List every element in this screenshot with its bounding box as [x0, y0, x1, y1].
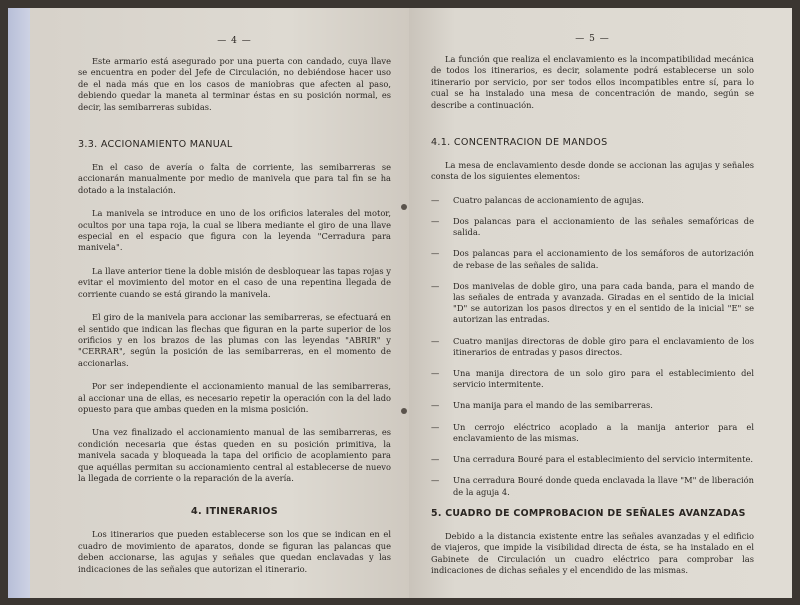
section-heading: 5. CUADRO DE COMPROBACION DE SEÑALES AVANZADAS	[431, 507, 746, 519]
paragraph: Una vez finalizado el accionamiento manual de las semibarreras, es condición necesaria que éstas queden en su posición primitiva, la manivela sacada y bloqueada la tapa del orificio de acoplamiento para que aquéllas permitan su accionamiento central al establecerse de nuevo la llegada de corriente o la reparación de la avería.	[78, 427, 391, 483]
intro-paragraph: Este armario está asegurado por una puerta con candado, cuya llave se encuentra en poder del Jefe de Circulación, no debiéndose hacer uso de el nada más que en los casos de maniobras que afecten al paso, debiendo quedar la maneta al terminar éstas en su posición normal, es decir, las semibarreras subidas.	[78, 56, 391, 112]
paragraph: La mesa de enclavamiento desde donde se accionan las agujas y señales consta de los siguientes elementos:	[431, 160, 754, 182]
paragraph: Los itinerarios que pueden establecerse son los que se indican en el cuadro de movimiento de aparatos, donde se figuran las palancas que deben accionarse, las agujas y señales que quedan enclavadas y las indicaciones de las señales que autorizan el itinerario.	[78, 529, 391, 574]
open-booklet	[8, 8, 792, 598]
page-number: — 4 —	[217, 36, 252, 46]
list-item: — Una cerradura Bouré donde queda enclavada la llave "M" de liberación de la aguja 4.	[431, 475, 754, 497]
section-heading: 3.3. ACCIONAMIENTO MANUAL	[78, 139, 233, 151]
element-list	[431, 195, 754, 498]
list-item: — Una cerradura Bouré para el establecimiento del servicio intermitente.	[431, 454, 754, 465]
list-item: — Cuatro palancas de accionamiento de agujas.	[431, 194, 644, 205]
intro-paragraph: La función que realiza el enclavamiento es la incompatibilidad mecánica de todos los itinerarios, es decir, solamente podrá establecerse un solo itinerario por servicio, por ser todos ellos incompatibles entre sí, para lo cual se ha instalado una mesa de concentración de mando, según se describe a continuación.	[431, 54, 754, 110]
page-edge	[8, 8, 30, 598]
list-item: — Dos manivelas de doble giro, una para cada banda, para el mando de las señales de entrada y avanzada. Giradas en el sentido de la inicial "D" se autorizan los pasos directos y en el sentido de la inicial "E" se autorizan las entradas.	[431, 280, 754, 325]
paragraph: El giro de la manivela para accionar las semibarreras, se efectuará en el sentido que indican las flechas que figuran en la parte superior de los orificios y en los brazos de las plumas con las leyendas "ABRIR" y "CERRAR", según la posición de las semibarreras, en el momento de accionarlas.	[78, 312, 391, 368]
list-item: — Una manija directora de un solo giro para el establecimiento del servicio intermitente.	[431, 368, 754, 390]
staple-hole	[401, 204, 407, 210]
paragraph: La manivela se introduce en uno de los orificios laterales del motor, ocultos por una tapa roja, la cual se libera mediante el giro de una llave especial en el espacio que figura con la leyenda "Cerradura para manivela".	[78, 208, 391, 253]
left-page	[8, 8, 409, 598]
staple-hole	[401, 408, 407, 414]
section-heading: 4.1. CONCENTRACION DE MANDOS	[431, 137, 608, 149]
list-item: — Dos palancas para el accionamiento de las señales semafóricas de salida.	[431, 216, 754, 238]
paragraph: En el caso de avería o falta de corriente, las semibarreras se accionarán manualmente por medio de manivela que para tal fin se ha dotado a la instalación.	[78, 162, 391, 195]
list-item: — Dos palancas para el accionamiento de los semáforos de autorización de rebase de las señales de salida.	[431, 248, 754, 270]
list-item: — Un cerrojo eléctrico acoplado a la manija anterior para el enclavamiento de las mismas.	[431, 421, 754, 443]
section-heading: 4. ITINERARIOS	[191, 506, 278, 518]
page-number: — 5 —	[575, 34, 610, 44]
paragraph: Debido a la distancia existente entre las señales avanzadas y el edificio de viajeros, que impide la visibilidad directa de ésta, se ha instalado en el Gabinete de Circulación un cuadro eléctrico para comprobar las indicaciones de dichas señales y el encendido de las mismas.	[431, 530, 754, 575]
paragraph: Por ser independiente el accionamiento manual de las semibarreras, al accionar una de ellas, es necesario repetir la operación con la del lado opuesto para que ambas queden en la misma posición.	[78, 381, 391, 414]
right-page	[409, 8, 792, 598]
list-item: — Una manija para el mando de las semibarreras.	[431, 400, 653, 411]
paragraph: La llave anterior tiene la doble misión de desbloquear las tapas rojas y evitar el movimiento del motor en el caso de una repentina llegada de corriente cuando se está girando la manivela.	[78, 265, 391, 299]
list-item: — Cuatro manijas directoras de doble giro para el enclavamiento de los itinerarios de entradas y pasos directos.	[431, 335, 754, 357]
